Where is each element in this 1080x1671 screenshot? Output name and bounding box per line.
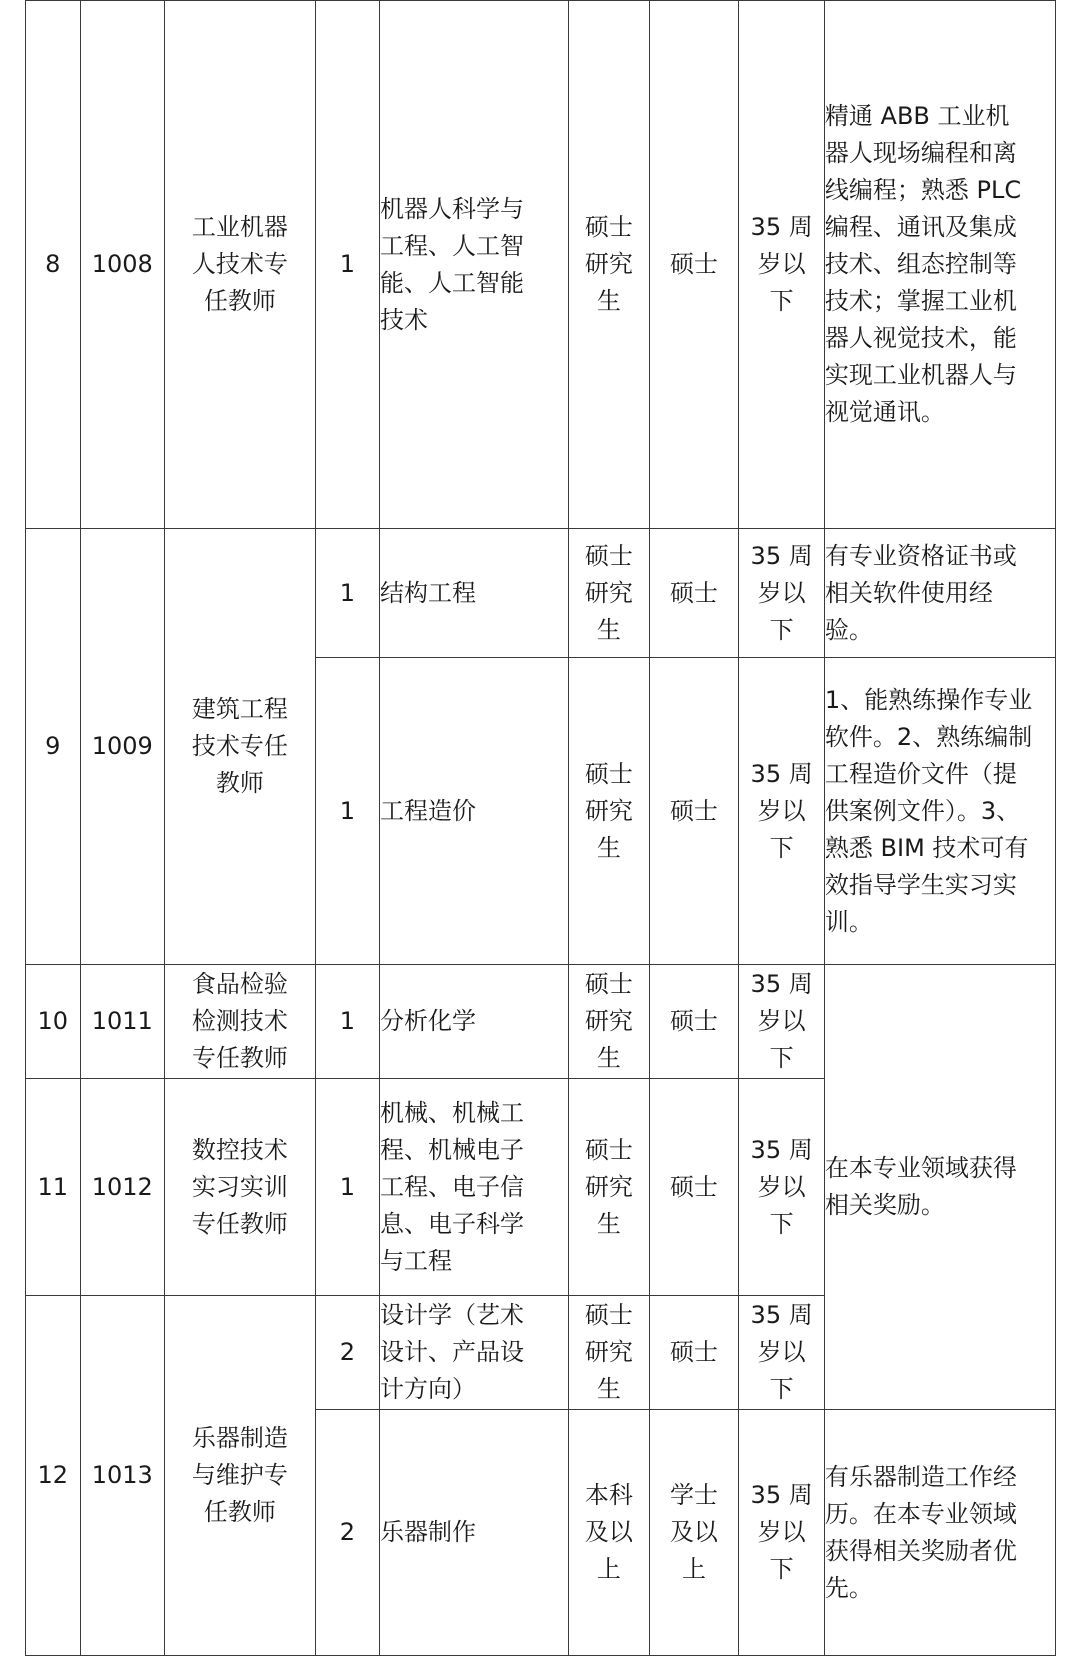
- row-number: 12: [26, 1296, 81, 1656]
- position-title: 食品检验 检测技术 专任教师: [165, 965, 316, 1079]
- degree: 硕士: [649, 1296, 739, 1410]
- headcount: 1: [315, 965, 379, 1079]
- major: 设计学（艺术 设计、产品设 计方向）: [380, 1296, 569, 1410]
- recruitment-table: [25, 0, 1056, 1656]
- shared-requirement: 在本专业领域获得 相关奖励。: [824, 965, 1055, 1410]
- row-number: 11: [26, 1079, 81, 1296]
- education: 硕士 研究 生: [569, 529, 649, 658]
- position-code: 1011: [80, 965, 164, 1079]
- row-number: 10: [26, 965, 81, 1079]
- row-number: 8: [26, 1, 81, 529]
- degree: 硕士: [649, 658, 739, 965]
- age-limit: 35 周 岁以 下: [739, 658, 825, 965]
- table-row: [26, 529, 1056, 658]
- age-limit: 35 周 岁以 下: [739, 1296, 825, 1410]
- degree: 硕士: [649, 965, 739, 1079]
- headcount: 1: [315, 1, 379, 529]
- requirement: 1、能熟练操作专业 软件。2、熟练编制 工程造价文件（提 供案例文件）。3、 熟悉 BIM 技术可有 效指导学生实习实 训。: [824, 658, 1055, 965]
- age-limit: 35 周 岁以 下: [739, 1, 825, 529]
- position-code: 1013: [80, 1296, 164, 1656]
- age-limit: 35 周 岁以 下: [739, 1410, 825, 1656]
- major: 分析化学: [380, 965, 569, 1079]
- headcount: 1: [315, 658, 379, 965]
- education: 硕士 研究 生: [569, 1, 649, 529]
- position-code: 1012: [80, 1079, 164, 1296]
- education: 本科 及以 上: [569, 1410, 649, 1656]
- major: 结构工程: [380, 529, 569, 658]
- table-row: [26, 965, 1056, 1079]
- table-row: [26, 1, 1056, 529]
- education: 硕士 研究 生: [569, 965, 649, 1079]
- education: 硕士 研究 生: [569, 658, 649, 965]
- major: 机器人科学与 工程、人工智 能、人工智能 技术: [380, 1, 569, 529]
- position-title: 工业机器 人技术专 任教师: [165, 1, 316, 529]
- requirement: 有乐器制造工作经 历。在本专业领域 获得相关奖励者优 先。: [824, 1410, 1055, 1656]
- degree: 硕士: [649, 1, 739, 529]
- headcount: 2: [315, 1296, 379, 1410]
- position-code: 1009: [80, 529, 164, 965]
- headcount: 1: [315, 529, 379, 658]
- education: 硕士 研究 生: [569, 1296, 649, 1410]
- requirement: 有专业资格证书或 相关软件使用经 验。: [824, 529, 1055, 658]
- degree: 硕士: [649, 529, 739, 658]
- major: 机械、机械工 程、机械电子 工程、电子信 息、电子科学 与工程: [380, 1079, 569, 1296]
- degree: 硕士: [649, 1079, 739, 1296]
- major: 工程造价: [380, 658, 569, 965]
- position-title: 数控技术 实习实训 专任教师: [165, 1079, 316, 1296]
- position-code: 1008: [80, 1, 164, 529]
- row-number: 9: [26, 529, 81, 965]
- requirement: 精通 ABB 工业机 器人现场编程和离 线编程；熟悉 PLC 编程、通讯及集成 技术、组态控制等 技术；掌握工业机 器人视觉技术，能 实现工业机器人与 视觉通讯。: [824, 1, 1055, 529]
- age-limit: 35 周 岁以 下: [739, 1079, 825, 1296]
- position-title: 建筑工程 技术专任 教师: [165, 529, 316, 965]
- education: 硕士 研究 生: [569, 1079, 649, 1296]
- age-limit: 35 周 岁以 下: [739, 529, 825, 658]
- degree: 学士 及以 上: [649, 1410, 739, 1656]
- headcount: 2: [315, 1410, 379, 1656]
- major: 乐器制作: [380, 1410, 569, 1656]
- position-title: 乐器制造 与维护专 任教师: [165, 1296, 316, 1656]
- headcount: 1: [315, 1079, 379, 1296]
- age-limit: 35 周 岁以 下: [739, 965, 825, 1079]
